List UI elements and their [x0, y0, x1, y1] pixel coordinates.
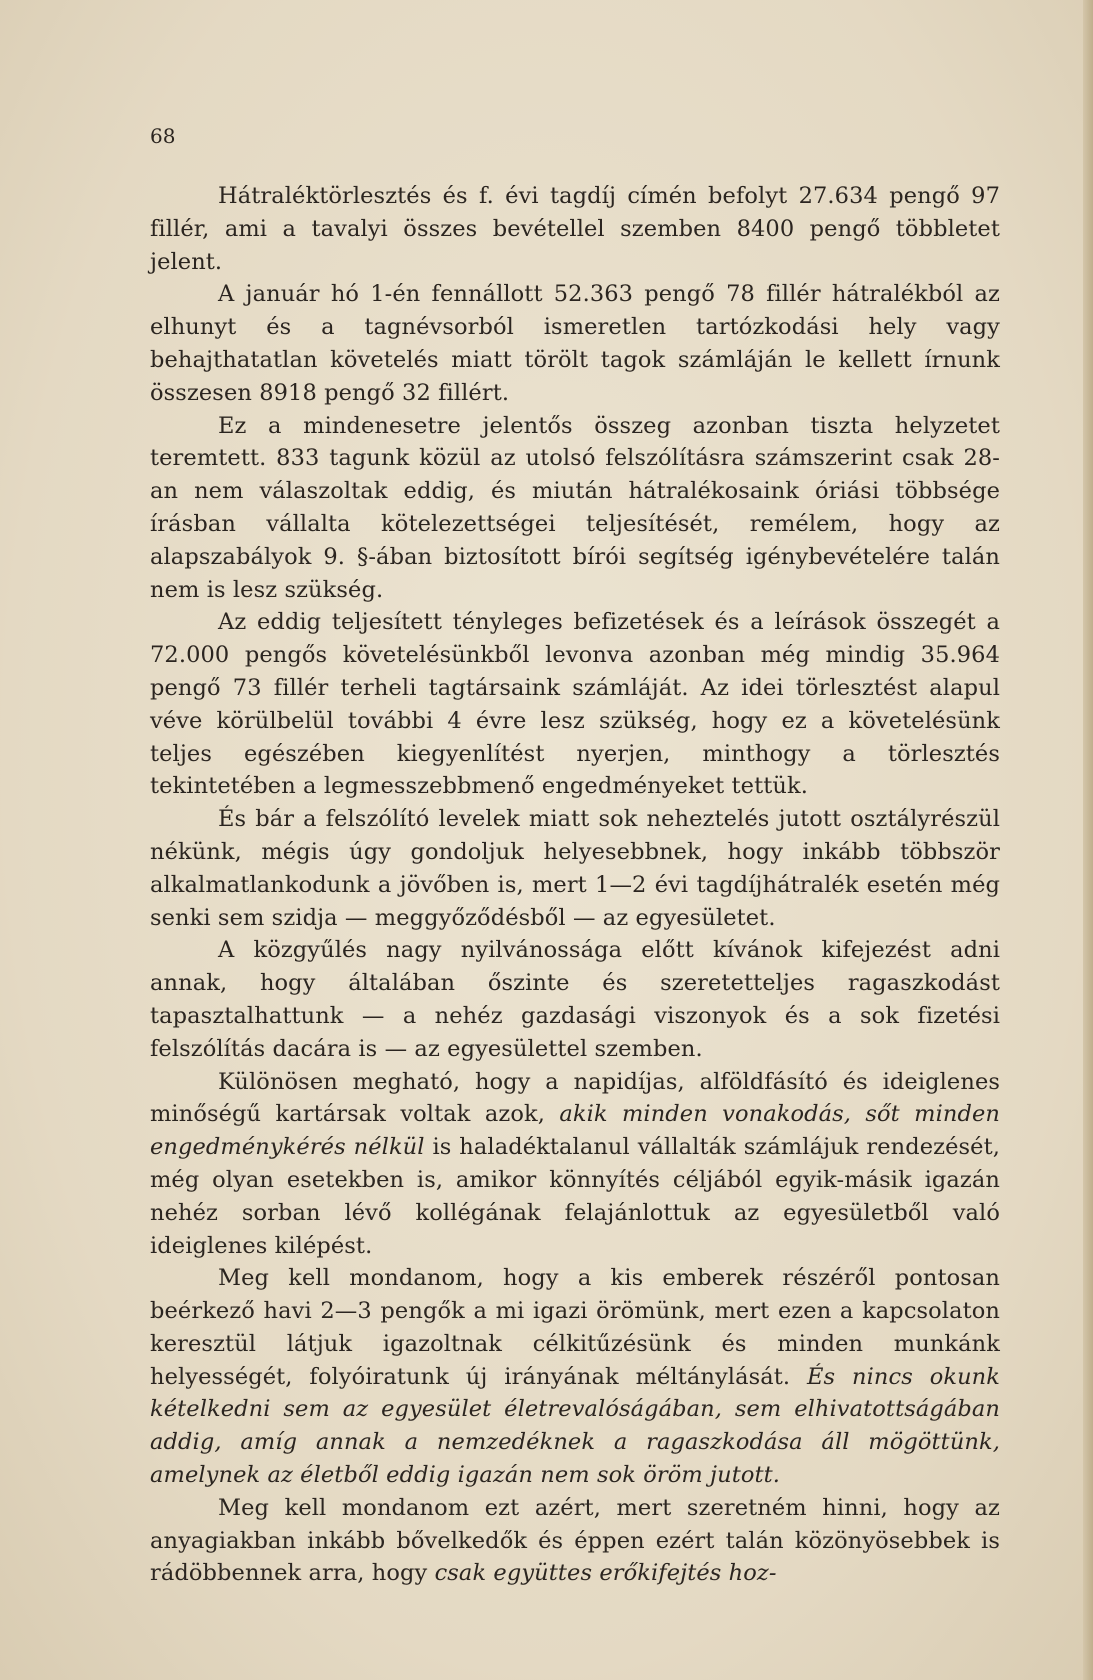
- text-segment: Ez a mindenesetre jelentős összeg azonban tiszta helyzetet teremtett. 833 tagunk közül az utolsó felszólításra számszerint csak 28-an nem válaszoltak eddig, és miután hátralékosaink óriási többsége írásban vállalta kötelezettségei teljesítését, remélem, hogy az alapszabályok 9. §-ában biztosított bírói segítség igénybevételére talán nem is lesz szükség.: [150, 412, 1000, 603]
- body-text: [150, 180, 1000, 1590]
- italic-text-segment: akik minden vonakodás, sőt minden engedménykérés nélkül: [150, 1101, 1001, 1161]
- text-segment: Különösen megható, hogy a napidíjas, alföldfásító és ideiglenes minőségű kartársak voltak azok,: [150, 1068, 1000, 1128]
- italic-text-segment: csak együttes erőkifejtés hoz-: [434, 1560, 777, 1587]
- text-segment: is haladéktalanul vállalták számlájuk rendezését, még olyan esetekben is, amikor könnyítés céljából egyik-másik igazán nehéz sorban lévő kollégának felajánlottuk az egyesületből való ideiglenes kilépést.: [150, 1134, 1000, 1259]
- paragraph: [150, 606, 1000, 803]
- text-segment: A január hó 1-én fennállott 52.363 pengő 78 fillér hátralékból az elhunyt és a tagnévsorból ismeretlen tartózkodási hely vagy behajthatatlan követelés miatt törölt tagok számláján le kellett írnunk összesen 8918 pengő 32 fillért.: [150, 281, 1000, 406]
- paragraph: [150, 278, 1000, 409]
- text-segment: Hátraléktörlesztés és f. évi tagdíj címén befolyt 27.634 pengő 97 fillér, ami a tavalyi összes bevétellel szemben 8400 pengő többletet jelent.: [150, 183, 1000, 275]
- paragraph: [150, 934, 1000, 1065]
- paragraph: [150, 410, 1000, 607]
- page-number: 68: [150, 124, 176, 148]
- paragraph: [150, 1492, 1000, 1590]
- paragraph: [150, 1262, 1000, 1492]
- paragraph: [150, 1066, 1000, 1263]
- text-segment: Meg kell mondanom ezt azért, mert szeretném hinni, hogy az anyagiakban inkább bővelkedők és éppen ezért talán közönyösebbek is rádöbbennek arra, hogy: [150, 1494, 1000, 1587]
- text-segment: És bár a felszólító levelek miatt sok neheztelés jutott osztályrészül nékünk, mégis úgy gondoljuk helyesebbnek, hogy inkább többször alkalmatlankodunk a jövőben is, mert 1—2 évi tagdíjhátralék esetén még senki sem szidja — meggyőződésből — az egyesületet.: [150, 806, 1000, 931]
- text-segment: A közgyűlés nagy nyilvánossága előtt kívánok kifejezést adni annak, hogy általában őszinte és szeretetteljes ragaszkodást tapasztalhattunk — a nehéz gazdasági viszonyok és a sok fizetési felszólítás dacára is — az egyesülettel szemben.: [150, 937, 1000, 1062]
- paragraph: [150, 803, 1000, 934]
- page-edge-shadow: [1083, 0, 1093, 1680]
- paragraph: [150, 180, 1000, 278]
- text-segment: Az eddig teljesített tényleges befizetések és a leírások összegét a 72.000 pengős követelésünkből levonva azonban még mindig 35.964 pengő 73 fillér terheli tagtársaink számláját. Az idei törlesztést alapul véve körülbelül további 4 évre lesz szükség, hogy ez a követelésünk teljes egészében kiegyenlítést nyerjen, minthogy a törlesztés tekintetében a legmesszebbmenő engedményeket tettük.: [150, 609, 1000, 800]
- text-segment: Meg kell mondanom, hogy a kis emberek részéről pontosan beérkező havi 2—3 pengők a mi igazi örömünk, mert ezen a kapcsolaton keresztül látjuk igazoltnak célkitűzésünk és minden munkánk helyességét, folyóiratunk új irányának méltánylását.: [150, 1265, 1000, 1390]
- italic-text-segment: És nincs okunk kételkedni sem az egyesület életrevalóságában, sem elhivatottságában addig, amíg annak a nemzedéknek a ragaszkodása áll mögöttünk, amelynek az életből eddig igazán nem sok öröm jutott.: [150, 1363, 1000, 1489]
